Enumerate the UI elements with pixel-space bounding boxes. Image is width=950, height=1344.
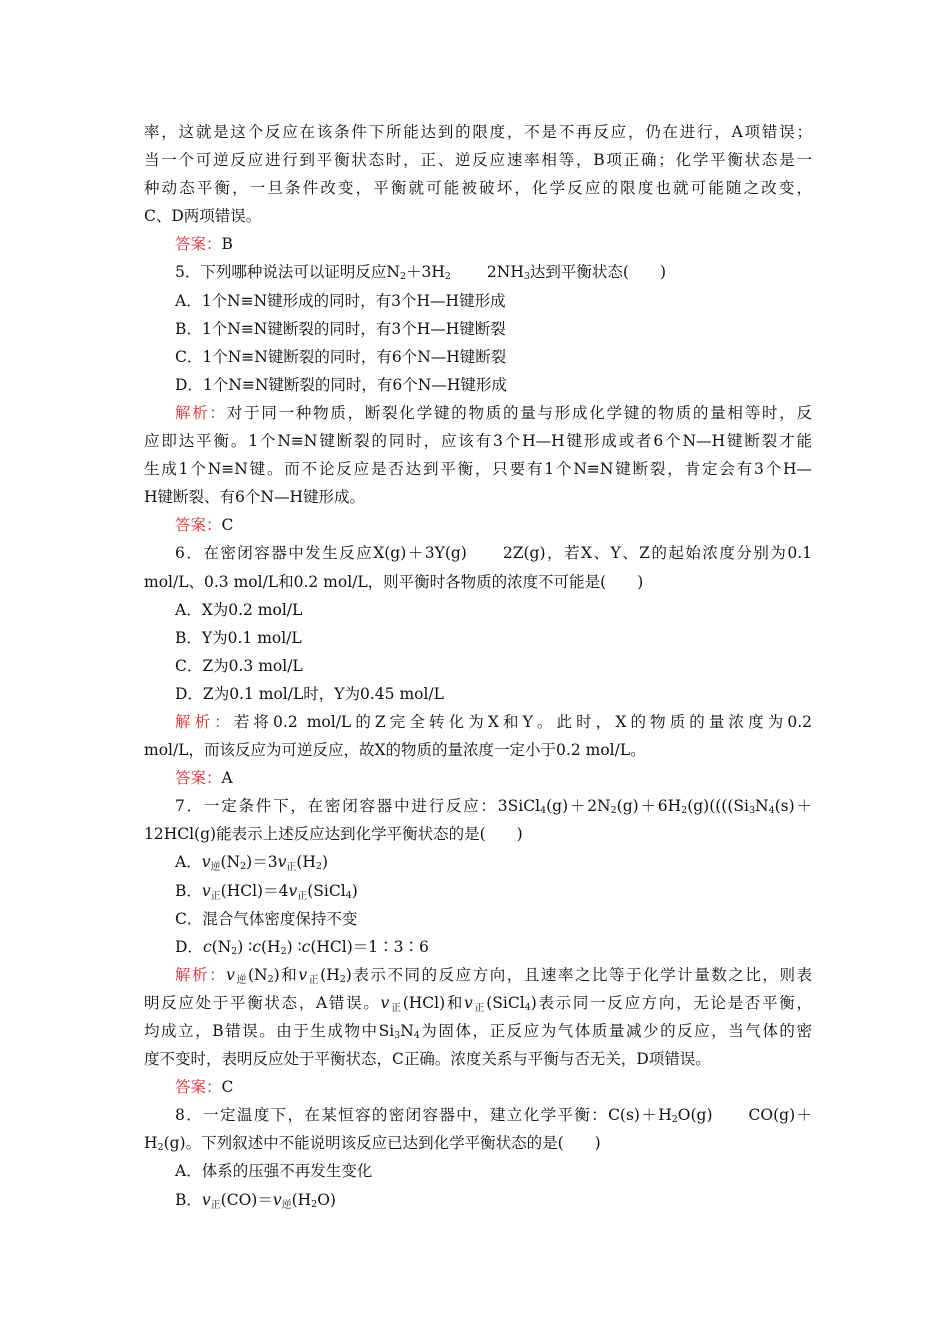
question-stem: 8．一定温度下，在某恒容的密闭容器中，建立化学平衡：$C(s)+H_2O(g)$ CO(g)＋ [175, 1106, 812, 1126]
question-stem: mol/L、0.3 mol/L和0.2 mol/L，则平衡时各物质的浓度不可能是( ) [144, 572, 644, 591]
question-stem: 7．一定条件下，在密闭容器中进行反应：$3SiCl_4(g)+2N_2(g)+6H_2(g)((((Si_3N_4(s)+$ [175, 797, 812, 817]
question-stem: 6．在密闭容器中发生反应X(g)＋3Y(g) 2Z(g)，若X、Y、Z的起始浓度分别为0.1 [175, 544, 812, 563]
text-line: C、D两项错误。 [144, 207, 262, 226]
option-c: C．1个N≡N键断裂的同时，有6个N—H键断裂 [175, 347, 507, 366]
text-line: 率，这就是这个反应在该条件下所能达到的限度，不是不再反应，仍在进行，A项错误； [144, 123, 812, 141]
option-a: A．X为0.2 mol/L [175, 600, 303, 619]
analysis-line: 均成立，B错误。由于生成物中$Si_3N_4$为固体，正反应为气体质量减少的反应，当气体的密 [144, 1022, 812, 1041]
answer-value: B [221, 235, 233, 254]
analysis-label: 解析： [175, 403, 227, 422]
option-d: D．1个N≡N键断裂的同时，有6个N—H键形成 [175, 375, 507, 394]
question-stem: 5．下列哪种说法可以证明反应$N_2+3H_2$ $2NH_3$达到平衡状态( ) [175, 263, 667, 283]
answer-label: 答案： [175, 1078, 222, 1097]
analysis-label: 解析： [175, 712, 234, 731]
analysis-line: 应即达平衡。1个N≡N键断裂的同时，应该有3个H—H键形成或者6个N—H键断裂才能 [144, 432, 812, 451]
answer-line [144, 511, 812, 539]
text-line: 种动态平衡，一旦条件改变，平衡就可能被破坏，化学反应的限度也就可能随之改变， [144, 179, 812, 198]
option-b: B．1个N≡N键断裂的同时，有3个H—H键断裂 [175, 319, 506, 338]
analysis-line: mol/L，而该反应为可逆反应，故X的物质的量浓度一定小于0.2 mol/L。 [144, 741, 646, 760]
analysis-line: 解析：v逆$(N_2)$和v正$(H_2)$表示不同的反应方向，且速率之比等于化学计量数之比，则表 [175, 965, 812, 986]
analysis-line: 明反应处于平衡状态，A错误。v正(HCl)和v正(SiCl$_4$)表示同一反应方向，无论是否平衡， [144, 993, 812, 1014]
answer-line [144, 764, 812, 792]
answer-value: C [221, 1078, 234, 1097]
option-b: B．v正(CO)＝v逆$(H_2O)$ [175, 1190, 336, 1211]
answer-label: 答案： [175, 516, 222, 535]
answer-value: A [221, 769, 233, 788]
option-a: A．体系的压强不再发生变化 [175, 1162, 373, 1181]
answer-value: C [221, 516, 234, 535]
analysis-line: 度不变时，表明反应处于平衡状态，C正确。浓度关系与平衡与否无关，D项错误。 [144, 1050, 711, 1069]
text-line: 当一个可逆反应进行到平衡状态时，正、逆反应速率相等，B项正确；化学平衡状态是一 [144, 151, 812, 170]
answer-line [144, 230, 812, 258]
option-b: B．v正(HCl)＝4v正(SiCl$_4$) [175, 881, 358, 902]
option-d: D．$c(N_2)$ $∶c(H_2)$ ∶c(HCl)＝1∶3∶6 [175, 937, 429, 957]
option-a: A．v逆$(N_2)=3v$正$(H_2)$ [175, 853, 329, 874]
option-c: C．混合气体密度保持不变 [175, 909, 358, 928]
analysis-line: H键断裂、有6个N—H键形成。 [144, 488, 365, 507]
analysis-line: 解析：若将0.2 mol/L的Z完全转化为X和Y。此时，X的物质的量浓度为0.2 [175, 712, 812, 731]
option-c: C．Z为0.3 mol/L [175, 656, 303, 675]
answer-label: 答案： [175, 235, 222, 254]
answer-label: 答案： [175, 769, 222, 788]
analysis-line: 生成1个N≡N键。而不论反应是否达到平衡，只要有1个N≡N键断裂，肯定会有3个H— [144, 460, 812, 479]
question-stem: 12HCl(g)能表示上述反应达到化学平衡状态的是( ) [144, 825, 523, 844]
document-page [144, 118, 812, 1214]
analysis-label: 解析： [175, 965, 227, 984]
option-d: D．Z为0.1 mol/L时，Y为0.45 mol/L [175, 684, 444, 703]
option-b: B．Y为0.1 mol/L [175, 628, 302, 647]
option-a: A．1个N≡N键形成的同时，有3个H—H键形成 [175, 291, 506, 310]
analysis-line: 解析：对于同一种物质，断裂化学键的物质的量与形成化学键的物质的量相等时，反 [175, 403, 812, 422]
answer-line [144, 1073, 812, 1101]
question-stem: $H_2(g)$。下列叙述中不能说明该反应已达到化学平衡状态的是( ) [144, 1134, 601, 1154]
